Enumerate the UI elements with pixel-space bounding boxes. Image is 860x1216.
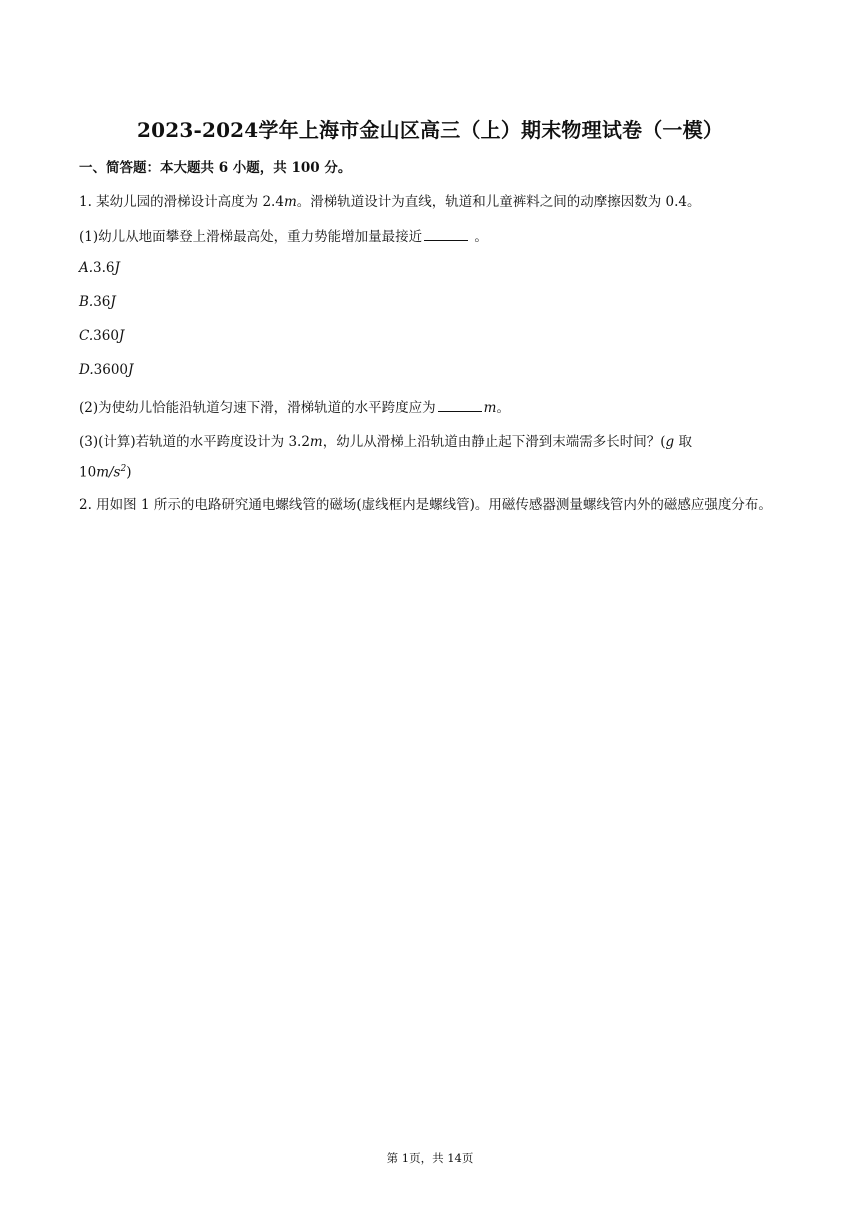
q1-part1-text: (1)幼儿从地面攀登上滑梯最高处，重力势能增加量最接近 [79, 229, 423, 245]
q1-stem-rest: 。滑梯轨道设计为直线，轨道和儿童裤料之间的动摩擦因数为 0.4。 [296, 194, 701, 210]
section-heading: 一、简答题：本大题共 6 小题，共 100 分。 [79, 160, 352, 176]
answer-blank [424, 228, 468, 241]
answer-blank [438, 399, 482, 412]
q1-part3-val: 10 [79, 464, 97, 481]
question-1-part-1 [79, 225, 488, 245]
question-1-part-2 [79, 396, 510, 416]
q1-part3-text: (3)(计算)若轨道的水平跨度设计为 3.2 [79, 434, 310, 450]
option-value: 3600 [93, 362, 128, 378]
option-c [79, 328, 124, 344]
option-value: 360 [93, 328, 119, 344]
q1-part3-close: ) [126, 464, 132, 481]
question-1-stem [79, 190, 701, 210]
option-letter: D. [79, 362, 94, 378]
question-2-stem: 2. 用如图 1 所示的电路研究通电螺线管的磁场(虚线框内是螺线管)。用磁传感器测量螺线管内外的磁感应强度分布。 [79, 497, 772, 513]
option-unit: J [114, 260, 120, 276]
option-value: 3.6 [93, 260, 115, 276]
q1-part3-exp: 2 [120, 464, 127, 474]
option-letter: B. [79, 294, 94, 310]
option-unit: J [110, 294, 116, 310]
page-footer: 第 1页，共 14页 [386, 1151, 474, 1165]
page-title: 2023-2024学年上海市金山区高三（上）期末物理试卷（一模） [136, 118, 724, 142]
q1-part3-take: 取 [674, 434, 692, 450]
q1-part3-unit: m [309, 434, 323, 450]
option-unit: J [118, 328, 125, 344]
option-letter: C. [79, 328, 94, 344]
option-b [79, 294, 116, 310]
option-value: 36 [93, 294, 111, 310]
q1-part2-end: 。 [496, 400, 510, 416]
q1-part3-unit2: m/s [96, 464, 121, 481]
option-letter: A. [79, 260, 94, 276]
question-1-part-3-cont [79, 464, 131, 481]
option-unit: J [128, 362, 134, 378]
q1-stem-text: 1. 某幼儿园的滑梯设计高度为 2.4 [79, 194, 284, 210]
q1-part3-g: g [665, 434, 675, 450]
q1-stem-unit: m [283, 194, 297, 210]
question-1-part-3 [79, 430, 692, 450]
q1-part2-text: (2)为使幼儿恰能沿轨道匀速下滑，滑梯轨道的水平跨度应为 [79, 400, 436, 416]
q1-part1-end: 。 [470, 229, 488, 245]
option-d [79, 362, 133, 378]
option-a [79, 260, 120, 276]
q1-part3-mid: ，幼儿从滑梯上沿轨道由静止起下滑到末端需多长时间？( [322, 434, 666, 450]
q1-part2-unit: m [483, 400, 497, 416]
